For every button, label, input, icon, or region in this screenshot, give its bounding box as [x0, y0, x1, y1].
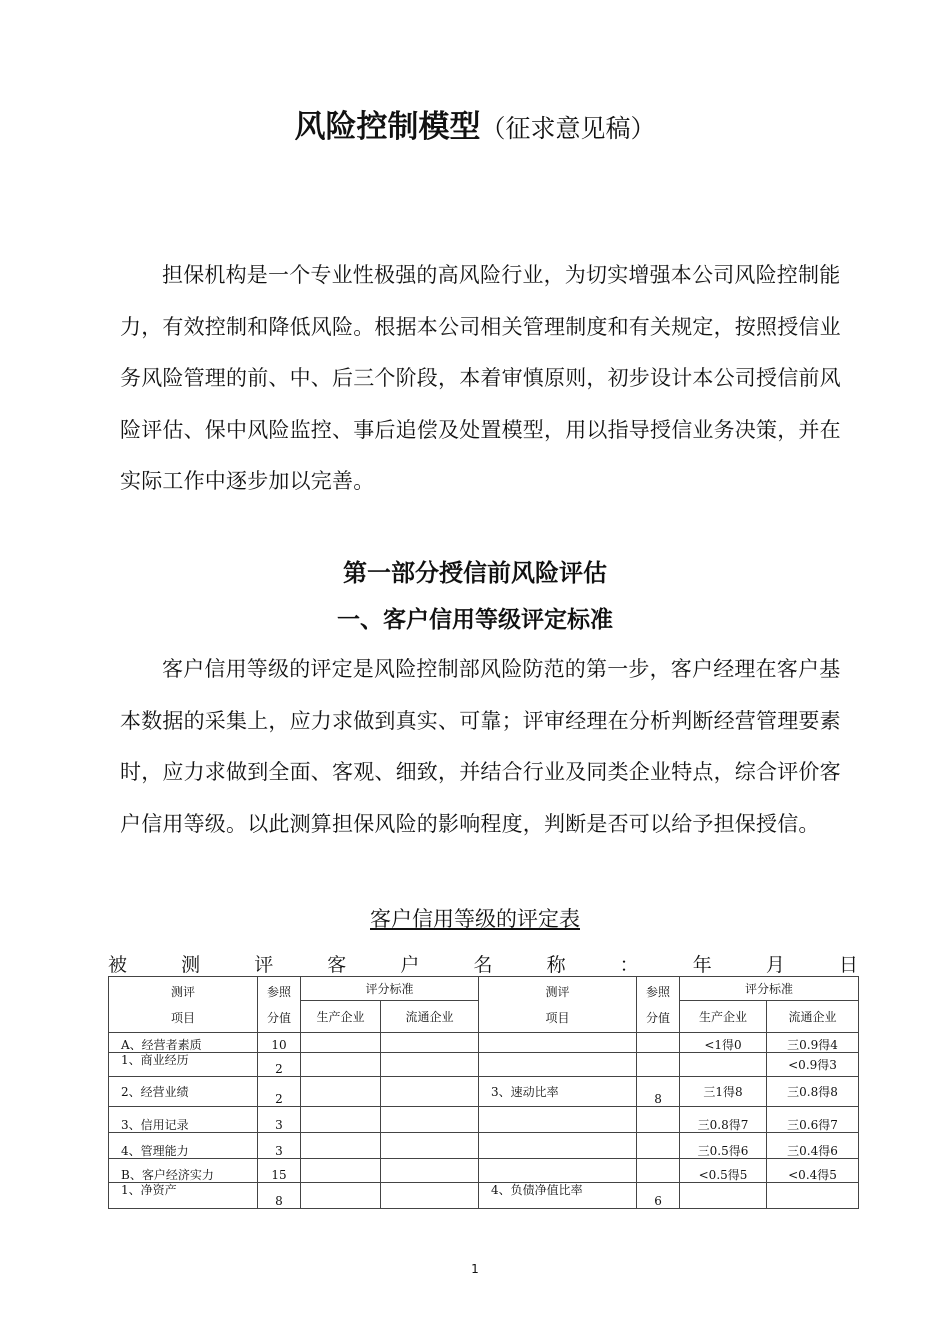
credit-rating-table: [108, 976, 859, 1209]
meta-char: 名: [473, 954, 493, 976]
table-header-row: [109, 977, 859, 1001]
meta-char: 称: [546, 954, 566, 976]
table-row: 2、经营业绩 2 3、速动比率 8 三1得8 三0.8得8: [109, 1077, 859, 1107]
document-title: [0, 105, 950, 151]
section-title: 一、客户信用等级评定标准: [337, 606, 613, 633]
intro-paragraph: 担保机构是一个专业性极强的高风险行业，为切实增强本公司风险控制能力，有效控制和降低风险。根据本公司相关管理制度和有关规定，按照授信业务风险管理的前、中、后三个阶段，本着审慎原则，初步设计本公司授信前风险评估、保中风险监控、事后追偿及处置模型，用以指导授信业务决策，并在实际工作中逐步加以完善。: [120, 263, 841, 493]
table-row: B、客户经济实力 15 <0.5得5 <0.4得5: [109, 1159, 859, 1183]
table-row: A、经营者素质 10 <1得0 三0.9得4: [109, 1033, 859, 1053]
header-ref-score: 参照 分值: [258, 977, 301, 1033]
table-row: 3、信用记录 3 三0.8得7 三0.6得7: [109, 1107, 859, 1133]
table-row: 4、管理能力 3 三0.5得6 三0.4得6: [109, 1133, 859, 1159]
meta-char: 日: [838, 954, 858, 976]
meta-char: 评: [254, 954, 274, 976]
header-standard: 评分标准: [301, 977, 479, 1001]
meta-char: 测: [181, 954, 201, 976]
meta-char: 月: [765, 954, 785, 976]
header-standard-2: 评分标准: [680, 977, 859, 1001]
table-caption: 客户信用等级的评定表: [370, 907, 580, 931]
meta-char: 被: [108, 954, 128, 976]
header-circulation-2: 流通企业: [767, 1001, 859, 1033]
table-row: 1、商业经历 2 <0.9得3: [109, 1053, 859, 1077]
table-row: 1、净资产 8 4、负债净值比率 6: [109, 1183, 859, 1209]
title-sub: （征求意见稿）: [480, 114, 656, 143]
header-ref-score-2: 参照 分值: [637, 977, 680, 1033]
header-circulation: 流通企业: [381, 1001, 479, 1033]
meta-char: 年: [692, 954, 712, 976]
header-item-2: 测评 项目: [479, 977, 637, 1033]
header-item: 测评 项目: [109, 977, 258, 1033]
meta-char: 客: [327, 954, 347, 976]
customer-name-date-row: [108, 953, 858, 977]
header-production-2: 生产企业: [680, 1001, 767, 1033]
header-production: 生产企业: [301, 1001, 381, 1033]
part-title: 第一部分授信前风险评估: [343, 559, 607, 587]
meta-char: 户: [400, 954, 420, 976]
page-number: 1: [471, 1262, 479, 1276]
title-main: 风险控制模型: [294, 109, 481, 145]
meta-char: ：: [619, 954, 639, 976]
section-paragraph: 客户信用等级的评定是风险控制部风险防范的第一步，客户经理在客户基本数据的采集上，应力求做到真实、可靠；评审经理在分析判断经营管理要素时，应力求做到全面、客观、细致，并结合行业及同类企业特点，综合评价客户信用等级。以此测算担保风险的影响程度，判断是否可以给予担保授信。: [120, 657, 841, 836]
